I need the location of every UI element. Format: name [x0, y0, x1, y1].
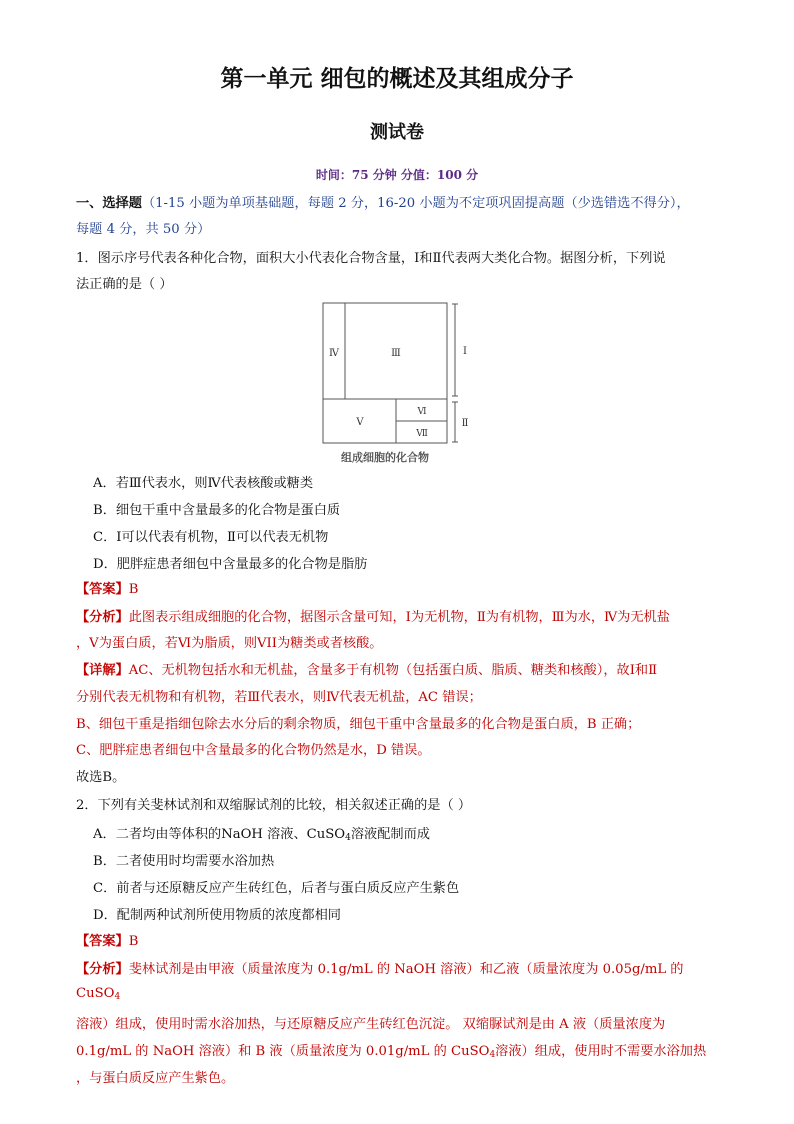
- q2-analysis: [76, 960, 684, 979]
- q1-conclusion: 故选B。: [76, 770, 126, 785]
- page-subtitle: 测试卷: [370, 122, 424, 143]
- detail-label: 【详解】: [76, 663, 129, 678]
- q1-detail-line4: C、肥胖症患者细包中含量最多的化合物仍然是水，D 错误。: [76, 743, 431, 758]
- q1-answer: [76, 580, 138, 599]
- label-iii: Ⅲ: [391, 348, 401, 359]
- section-desc-line2: 每题 4 分，共 50 分）: [76, 222, 211, 237]
- label-i: Ⅰ: [463, 346, 467, 357]
- label-iv: Ⅳ: [329, 348, 339, 359]
- q2-option-c: C．前者与还原糖反应产生砖红色，后者与蛋白质反应产生紫色: [93, 881, 460, 896]
- q2-analysis-line2: [76, 984, 120, 1007]
- detail-text: AC、无机物包括水和无机盐，含量多于有机物（包括蛋白质、脂质、糖类和核酸），故Ⅰ和Ⅱ: [128, 663, 658, 678]
- page-title: 第一单元 细包的概述及其组成分子: [220, 65, 574, 92]
- q1-option-b: B．细包干重中含量最多的化合物是蛋白质: [93, 503, 341, 518]
- answer-value: B: [128, 934, 139, 949]
- q1-analysis: [76, 608, 670, 627]
- analysis-label: 【分析】: [76, 962, 129, 977]
- analysis-label: 【分析】: [76, 610, 129, 625]
- q2-option-a-sub: 4: [345, 833, 351, 843]
- answer-label: 【答案】: [76, 934, 129, 949]
- label-vii: Ⅶ: [416, 429, 428, 439]
- q1-figure: [322, 302, 472, 464]
- q1-detail: [76, 661, 657, 680]
- answer-value: B: [128, 582, 139, 597]
- q1-stem-line2: 法正确的是（ ）: [76, 277, 173, 292]
- q2-analysis-line4-sub: 4: [489, 1050, 496, 1060]
- q2-analysis-line4-post: 溶液）组成，使用时不需要水浴加热: [495, 1044, 707, 1059]
- q1-option-c: C．Ⅰ可以代表有机物，Ⅱ可以代表无机物: [93, 530, 329, 545]
- section-desc: （1-15 小题为单项基础题，每题 2 分，16-20 小题为不定项巩固提高题（少选错选不得分），: [141, 196, 690, 211]
- diagram-frame: [323, 303, 447, 443]
- analysis-text: 此图表示组成细胞的化合物，据图示含量可知，Ⅰ为无机物，Ⅱ为有机物，Ⅲ为水，Ⅳ为无机盐: [128, 610, 670, 625]
- q2-analysis-line2-pre: CuSO: [76, 986, 115, 1001]
- answer-label: 【答案】: [76, 582, 129, 597]
- q1-option-d: D．肥胖症患者细包中含量最多的化合物是脂肪: [93, 557, 368, 572]
- q2-option-d: D．配制两种试剂所使用物质的浓度都相同: [93, 908, 341, 923]
- q2-analysis-line3: 溶液）组成，使用时需水浴加热，与还原糖反应产生砖红色沉淀。 双缩脲试剂是由 A 液（质量浓度为: [76, 1017, 666, 1032]
- q2-analysis-line5: ，与蛋白质反应产生紫色。: [76, 1071, 235, 1086]
- q2-analysis-line4-pre: 0.1g/mL 的 NaOH 溶液）和 B 液（质量浓度为 0.01g/mL 的 CuSO: [76, 1044, 490, 1059]
- q1-option-a: A．若Ⅲ代表水，则Ⅳ代表核酸或糖类: [93, 476, 314, 491]
- exam-meta: 时间：75 分钟 分值：100 分: [315, 168, 479, 182]
- q2-analysis-line4: [76, 1042, 706, 1065]
- q2-stem: 2．下列有关斐林试剂和双缩脲试剂的比较，相关叙述正确的是（ ）: [76, 798, 472, 813]
- label-vi: Ⅵ: [417, 407, 427, 417]
- q2-option-a-pre: A．二者均由等体积的NaOH 溶液、CuSO: [93, 827, 346, 842]
- label-ii: Ⅱ: [461, 418, 469, 429]
- q1-detail-line3: B、细包干重是指细包除去水分后的剩余物质，细包干重中含量最多的化合物是蛋白质，B 正确；: [76, 717, 641, 732]
- compound-area-diagram: [322, 302, 472, 464]
- analysis-text: 斐林试剂是由甲液（质量浓度为 0.1g/mL 的 NaOH 溶液）和乙液（质量浓度为 0.05g/mL 的: [128, 962, 684, 977]
- q1-analysis-line2: ，Ⅴ为蛋白质，若Ⅵ为脂质，则VII为糖类或者核酸。: [76, 636, 383, 651]
- q2-answer: [76, 932, 138, 951]
- q1-detail-line2: 分别代表无机物和有机物，若Ⅲ代表水，则Ⅳ代表无机盐，AC 错误；: [76, 690, 482, 705]
- section-label: 一、选择题: [76, 196, 142, 211]
- q2-analysis-line2-sub: 4: [114, 992, 121, 1002]
- q2-option-b: B．二者使用时均需要水浴加热: [93, 854, 275, 869]
- q1-stem-line1: 1．图示序号代表各种化合物，面积大小代表化合物含量，Ⅰ和Ⅱ代表两大类化合物。据图分析，下列说: [76, 251, 666, 266]
- label-v: Ⅴ: [356, 417, 364, 428]
- section-heading: [76, 194, 690, 213]
- q2-option-a-post: 溶液配制而成: [350, 827, 430, 842]
- q2-option-a: [93, 823, 430, 843]
- figure-caption: 组成细胞的化合物: [341, 451, 429, 464]
